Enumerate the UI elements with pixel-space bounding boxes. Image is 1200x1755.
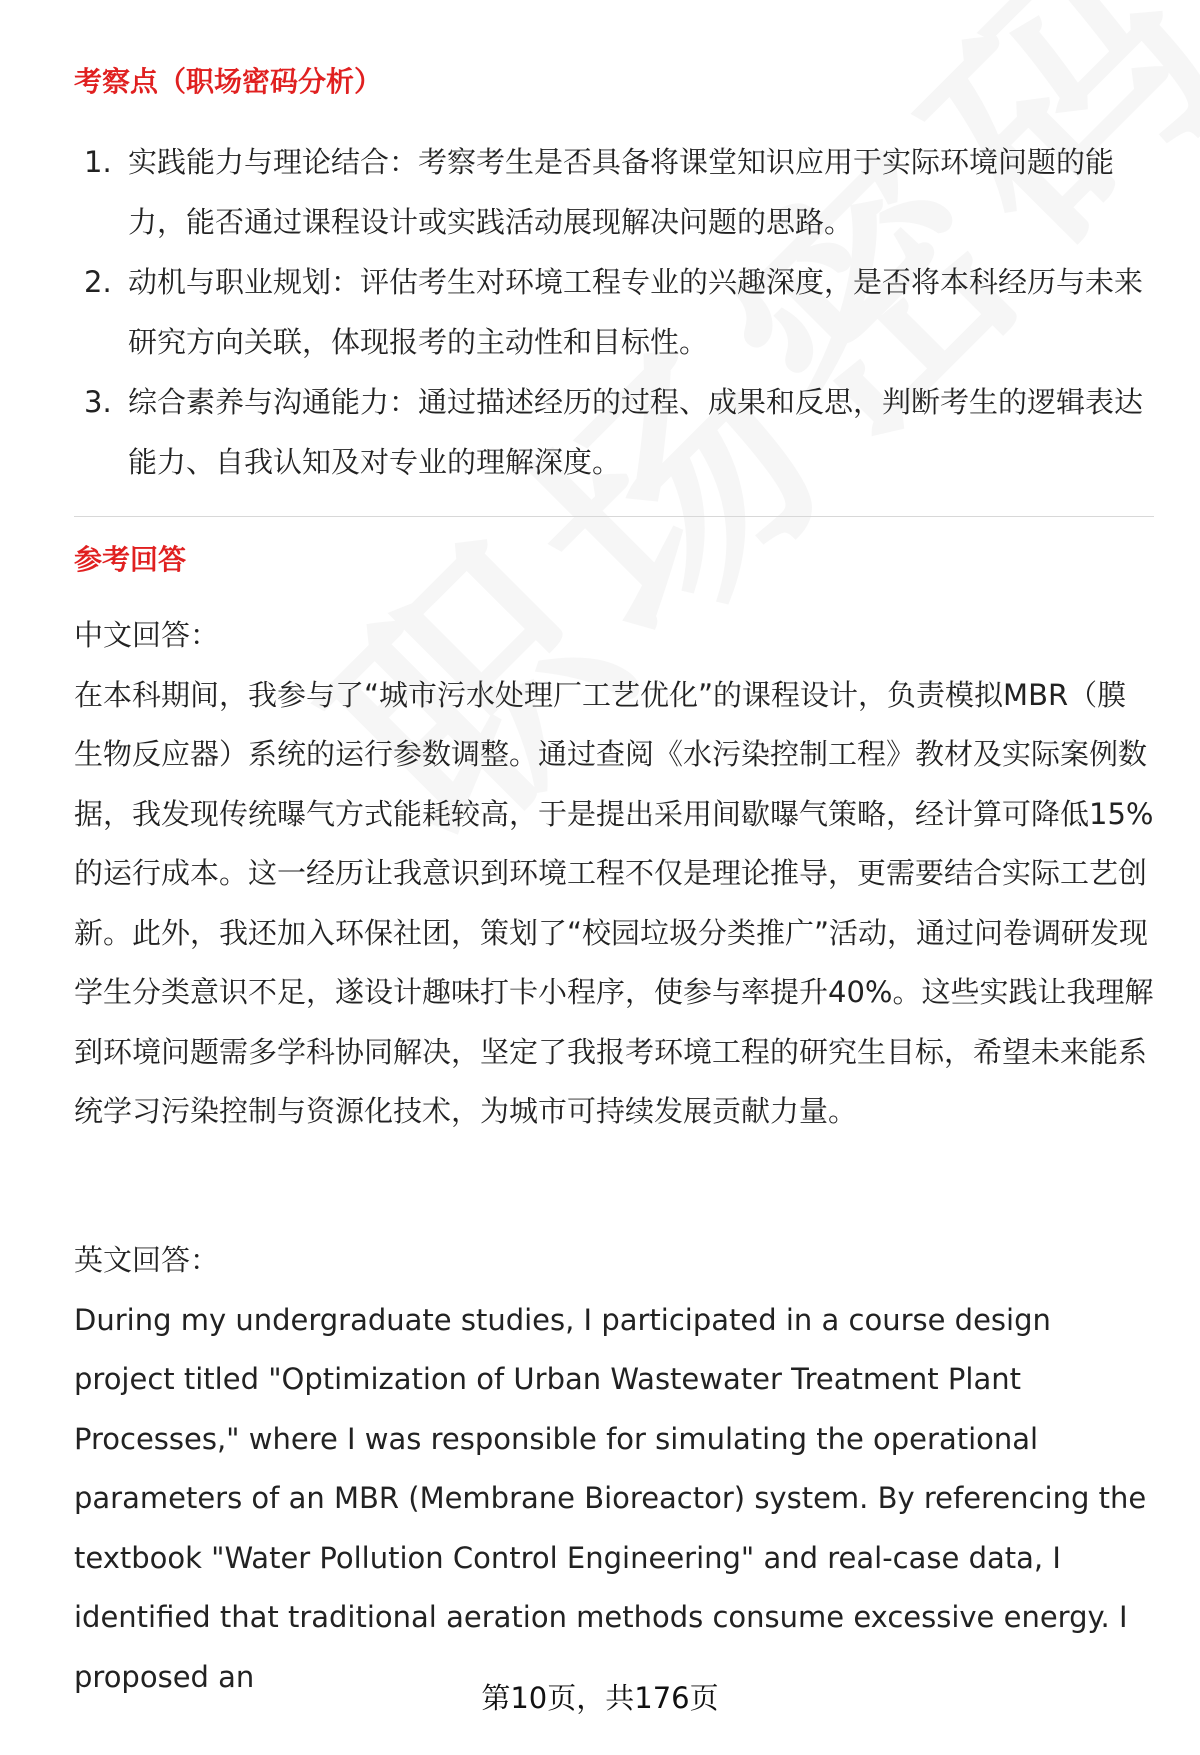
list-item <box>74 252 1154 372</box>
list-item <box>74 132 1154 252</box>
chinese-answer-text: 在本科期间，我参与了“城市污水处理厂工艺优化”的课程设计，负责模拟MBR（膜生物反应器）系统的运行参数调整。通过查阅《水污染控制工程》教材及实际案例数据，我发现传统曝气方式能耗较高，于是提出采用间歇曝气策略，经计算可降低15%的运行成本。这一经历让我意识到环境工程不仅是理论推导，更需要结合实际工艺创新。此外，我还加入环保社团，策划了“校园垃圾分类推广”活动，通过问卷调研发现学生分类意识不足，遂设计趣味打卡小程序，使参与率提升40%。这些实践让我理解到环境问题需多学科协同解决，坚定了我报考环境工程的研究生目标，希望未来能系统学习污染控制与资源化技术，为城市可持续发展贡献力量。 <box>74 677 1154 1128</box>
list-item-number: 3. <box>84 385 112 419</box>
page-number: 第10页，共176页 <box>481 1681 719 1715</box>
list-item-number: 1. <box>84 145 112 179</box>
list-item-number: 2. <box>84 265 112 299</box>
english-answer-label: 英文回答： <box>74 1243 220 1277</box>
key-points-title: 考察点（职场密码分析） <box>74 65 383 98</box>
chinese-answer <box>74 606 1154 1142</box>
chinese-answer-label: 中文回答： <box>74 618 220 652</box>
reference-answer-title: 参考回答 <box>74 543 187 576</box>
english-answer-text: During my undergraduate studies, I participated in a course design project titled "Optimization of Urban Wastewater Treatment Plant Processes," where I was responsible for simulating the operational parameters of an MBR (Membrane Bioreactor) system. By referencing the textbook "Water Pollution Control Engineering" and real-case data, I identified that traditional aeration methods consume excessive energy. I proposed an <box>74 1302 1147 1694</box>
english-answer <box>74 1231 1154 1707</box>
list-item-text: 动机与职业规划：评估考生对环境工程专业的兴趣深度，是否将本科经历与未来研究方向关联，体现报考的主动性和目标性。 <box>128 265 1144 359</box>
key-points-list <box>74 132 1154 492</box>
list-item <box>74 372 1154 492</box>
list-item-text: 实践能力与理论结合：考察考生是否具备将课堂知识应用于实际环境问题的能力，能否通过课程设计或实践活动展现解决问题的思路。 <box>128 145 1115 239</box>
list-item-text: 综合素养与沟通能力：通过描述经历的过程、成果和反思，判断考生的逻辑表达能力、自我认知及对专业的理解深度。 <box>128 385 1144 479</box>
section-divider <box>74 516 1154 517</box>
